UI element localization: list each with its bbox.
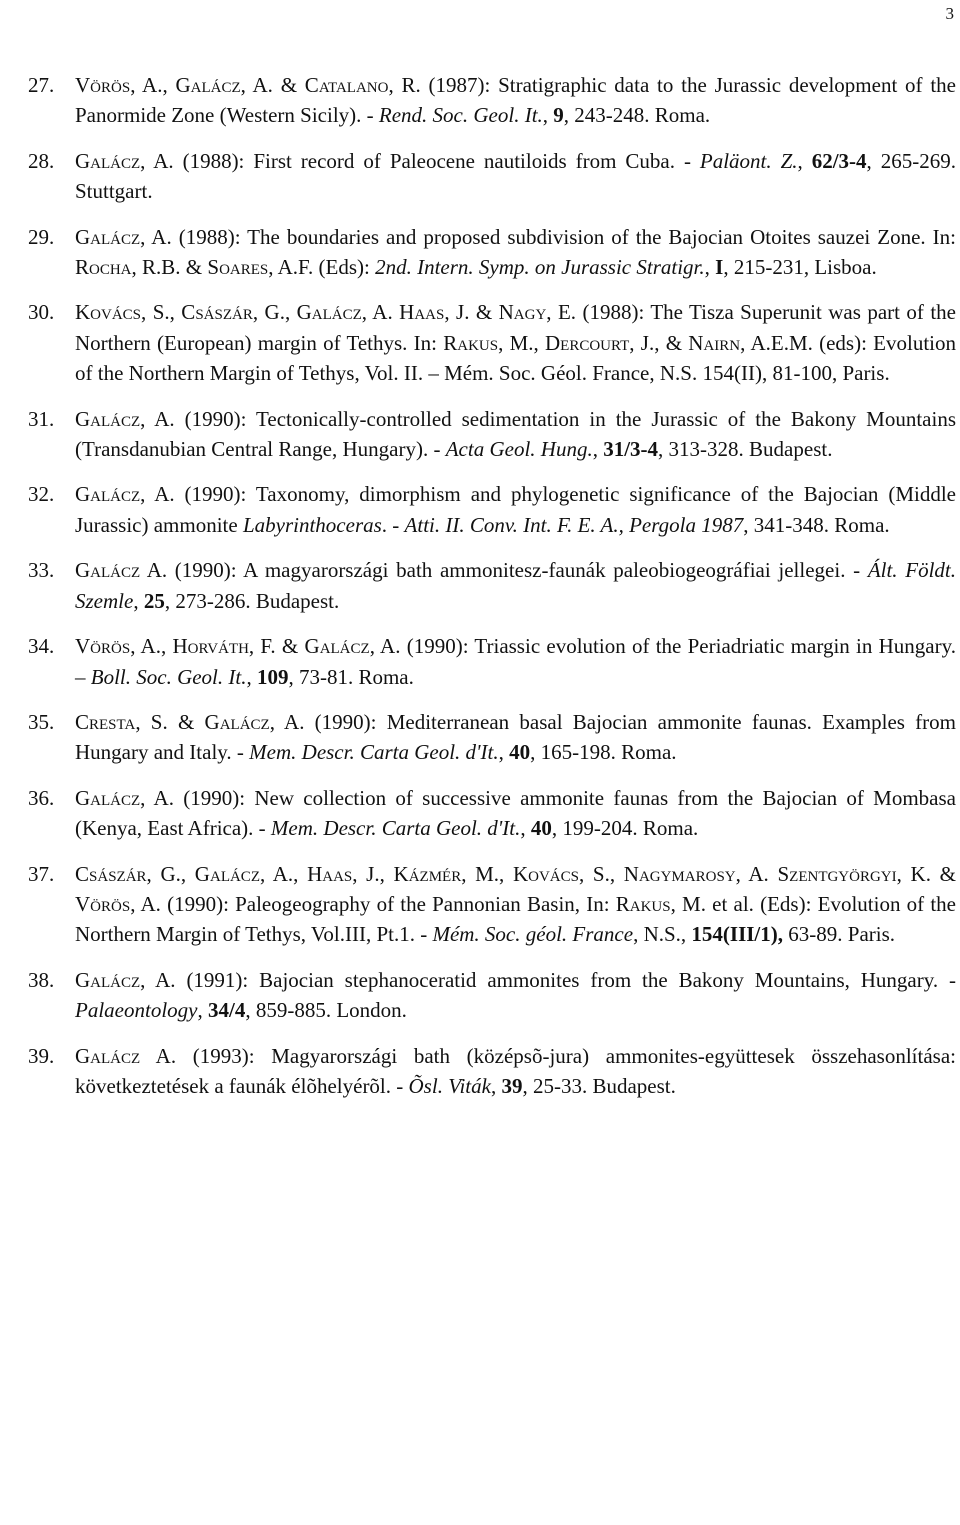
reference-text: G <box>75 1043 91 1068</box>
reference-text: ercourt <box>560 330 630 355</box>
reference-text: , J., & N <box>629 330 704 355</box>
reference-entry <box>28 631 956 692</box>
reference-text: , A. (1990): Triassic evolution of the Periadriatic margin in Hungary. – <box>75 634 956 689</box>
reference-number: 28. <box>28 148 55 173</box>
reference-text: 34/4 <box>207 998 246 1023</box>
reference-text: örös <box>90 73 131 97</box>
reference-text: , <box>542 103 554 128</box>
reference-text: akus <box>457 330 499 355</box>
reference-text: , N.S., <box>633 922 692 947</box>
reference-text: , A., H <box>130 634 188 659</box>
reference-text: , J. & N <box>444 300 514 325</box>
reference-entry <box>28 479 956 540</box>
reference-text: alácz <box>219 709 270 734</box>
reference-entry <box>28 783 956 844</box>
reference-text: 154(III/1), <box>691 922 784 947</box>
reference-text: aas <box>322 861 353 886</box>
reference-text: alácz <box>90 558 141 583</box>
reference-text: , A. (1988): First record of Paleocene nautiloids from Cuba. - <box>140 148 700 173</box>
reference-text: , A., H <box>259 861 323 886</box>
reference-number: 36. <box>28 785 55 810</box>
reference-text: , 243-248. Roma. <box>563 103 711 128</box>
reference-text: , 25-33. Budapest. <box>522 1073 676 1098</box>
reference-text: , <box>592 437 604 462</box>
reference-text: , A. (1990): Taxonomy, dimorphism and phylogenetic significance of the Bajocian (Middle Jurassic) ammonite <box>75 482 956 537</box>
reference-text: , A.F. (Eds): <box>268 255 376 280</box>
reference-text: Labyrinthoceras <box>242 512 382 537</box>
reference-text: Ált. Földt. Szemle <box>75 558 956 613</box>
reference-text: ázmér <box>408 861 462 886</box>
reference-text: Paläont. Z. <box>699 148 798 173</box>
reference-text: G <box>75 148 91 173</box>
reference-text: , A. (1990): Paleogeography of the Pannonian Basin, In: R <box>130 891 630 916</box>
page-number: 3 <box>945 4 954 23</box>
reference-text: C <box>75 709 90 734</box>
reference-number: 32. <box>28 482 55 507</box>
reference-number: 38. <box>28 967 55 992</box>
reference-text: örös <box>90 891 131 916</box>
reference-entry <box>28 146 956 207</box>
reference-text: G <box>75 785 91 810</box>
reference-text: , M., D <box>498 330 561 355</box>
reference-text: , 341-348. Roma. <box>743 512 890 537</box>
reference-text: I <box>715 255 724 280</box>
reference-text: alácz <box>90 1043 141 1068</box>
reference-text: alácz <box>90 224 141 249</box>
reference-entry <box>28 555 956 616</box>
reference-text: , A. H <box>361 300 415 325</box>
reference-text: , 215-231, Lisboa. <box>723 255 877 280</box>
reference-text: agymarosy <box>638 861 736 886</box>
reference-number: 39. <box>28 1043 55 1068</box>
reference-text: Mem. Descr. Carta Geol. d'It. <box>249 740 499 765</box>
reference-text: , R.B. & S <box>131 255 220 280</box>
reference-text: 40 <box>509 740 531 765</box>
reference-text: alácz <box>319 634 370 659</box>
reference-text: , G., G <box>146 861 210 886</box>
reference-text: alácz <box>90 482 141 507</box>
reference-text: A. (1993): Magyarországi bath (középsõ-jura) ammonites-együttesek összehasonlítása: következtetések a faunák élõhelyérõl. - <box>75 1043 956 1098</box>
reference-text: sászár <box>195 300 253 325</box>
reference-text: alácz <box>190 73 241 97</box>
reference-text: , J., K <box>352 861 409 886</box>
reference-text: , <box>704 255 716 280</box>
reference-text: Boll. Soc. Geol. It. <box>90 664 247 689</box>
reference-list <box>28 70 956 1101</box>
reference-text: airn <box>703 330 741 355</box>
reference-entry <box>28 404 956 465</box>
reference-text: , A. (1990): Tectonically-controlled sedimentation in the Jurassic of the Bakony Mountains (Transdanubian Central Range, Hungary). - <box>75 406 956 462</box>
reference-text: , A., G <box>130 73 191 97</box>
reference-text: Mém. Soc. géol. France <box>432 922 634 947</box>
reference-text: 109 <box>256 664 289 689</box>
reference-text: 62/3-4 <box>811 148 867 173</box>
reference-text: ovács <box>528 861 579 886</box>
reference-text: , 165-198. Roma. <box>530 740 677 765</box>
reference-entry <box>28 859 956 950</box>
reference-text: , M. et al. (Eds): Evolution of the Northern Margin of Tethys, Vol.III, Pt.1. - <box>75 891 956 947</box>
reference-text: , <box>520 816 531 841</box>
reference-text: ocha <box>89 255 132 280</box>
reference-entry <box>28 965 956 1026</box>
reference-text: oares <box>219 255 269 280</box>
reference-text: , A. (1988): The boundaries and proposed subdivision of the Bajocian Otoites sauzei Zone. In: R <box>75 224 956 280</box>
reference-text: , M., K <box>461 861 529 886</box>
reference-text: alácz <box>311 300 362 325</box>
reference-text: 39 <box>501 1073 523 1098</box>
reference-text: . - <box>381 512 405 537</box>
reference-text: 40 <box>530 816 552 841</box>
reference-text: ovács <box>90 300 142 325</box>
reference-text: , 273-286. Budapest. <box>164 588 340 613</box>
reference-text: G <box>75 406 91 431</box>
reference-text: , S. & G <box>135 709 220 734</box>
reference-text: Õsl. Viták <box>408 1073 491 1098</box>
reference-entry <box>28 222 956 283</box>
reference-text: , S., N <box>579 861 639 886</box>
reference-text: Acta Geol. Hung. <box>445 437 593 462</box>
reference-text: 25 <box>143 588 165 613</box>
reference-text: G <box>75 224 91 249</box>
reference-text: K <box>75 300 91 325</box>
reference-text: , S., C <box>141 300 196 325</box>
reference-entry <box>28 297 956 388</box>
reference-number: 33. <box>28 558 55 583</box>
reference-text: G <box>75 482 91 507</box>
reference-text: resta <box>89 709 136 734</box>
reference-text: aas <box>414 300 445 325</box>
reference-entry <box>28 1041 956 1102</box>
reference-text: akus <box>629 891 671 916</box>
reference-text: zentgyörgyi <box>789 861 897 886</box>
reference-text: , <box>498 740 510 765</box>
reference-text: , F. & G <box>248 634 320 659</box>
reference-number: 27. <box>28 73 55 97</box>
reference-text: , A. (1990): Mediterranean basal Bajocian ammonite faunas. Examples from Hungary and Italy. - <box>75 709 956 765</box>
reference-text: , <box>246 664 257 689</box>
reference-text: , 73-81. Roma. <box>288 664 414 689</box>
reference-number: 37. <box>28 861 55 886</box>
reference-entry <box>28 70 956 131</box>
reference-text: alácz <box>90 148 141 173</box>
reference-text: , A. (1990): New collection of successive ammonite faunas from the Bajocian of Mombasa (Kenya, East Africa). - <box>75 785 956 841</box>
reference-text: , A. & C <box>240 73 319 97</box>
reference-text: agy <box>513 300 547 325</box>
reference-entry <box>28 707 956 768</box>
reference-text: , <box>797 148 812 173</box>
reference-text: Mem. Descr. Carta Geol. d'It. <box>270 816 521 841</box>
reference-text: , K. & V <box>75 861 956 916</box>
reference-text: orváth <box>187 634 249 659</box>
reference-number: 30. <box>28 300 55 325</box>
reference-text: G <box>75 967 91 992</box>
reference-text: V <box>75 634 91 659</box>
reference-number: 31. <box>28 406 55 431</box>
reference-text: , 313-328. Budapest. <box>658 437 833 462</box>
reference-text: 9 <box>553 103 564 128</box>
reference-text: , R. (1987): Stratigraphic data to the Jurassic development of the Panormide Zone (Western Sicily). - <box>75 73 956 128</box>
reference-text: , 859-885. London. <box>245 998 407 1023</box>
reference-text: alácz <box>90 967 141 992</box>
reference-text: , <box>133 588 144 613</box>
reference-text: Palaeontology <box>75 998 198 1023</box>
reference-text: , A. S <box>735 861 790 886</box>
reference-text: , <box>197 998 208 1023</box>
reference-text: 31/3-4 <box>603 437 659 462</box>
reference-text: Atti. II. Conv. Int. F. E. A., Pergola 1987 <box>404 512 744 537</box>
reference-text: atalano <box>318 73 389 97</box>
reference-text: alácz <box>90 406 141 431</box>
reference-number: 35. <box>28 709 55 734</box>
reference-text: V <box>75 73 91 97</box>
reference-text: , G., G <box>252 300 312 325</box>
reference-text: , A.E.M. (eds): Evolution of the Northern Margin of Tethys, Vol. II. – Mém. Soc. Géol. France, N.S. 154(II), 81-100, Paris. <box>75 330 957 386</box>
reference-text: , 265-269. Stuttgart. <box>75 148 956 204</box>
reference-text: 63-89. Paris. <box>783 922 896 947</box>
reference-text: örös <box>90 634 131 659</box>
reference-text: , E. (1988): The Tisza Superunit was part of the Northern (European) margin of Tethys. In: R <box>75 300 956 355</box>
reference-text: alácz <box>209 861 260 886</box>
reference-text: G <box>75 558 91 583</box>
reference-text: C <box>75 861 90 886</box>
reference-text: , A. (1991): Bajocian stephanoceratid ammonites from the Bakony Mountains, Hungary. - <box>140 967 956 992</box>
reference-text: , <box>490 1073 502 1098</box>
reference-text: sászár <box>89 861 147 886</box>
reference-text: A. (1990): A magyarországi bath ammonitesz-faunák paleobiogeográfiai jellegei. - <box>140 558 868 583</box>
reference-text: 2nd. Intern. Symp. on Jurassic Stratigr. <box>375 255 705 280</box>
reference-text: Rend. Soc. Geol. It. <box>378 103 543 128</box>
reference-text: alácz <box>90 785 141 810</box>
reference-number: 34. <box>28 634 55 659</box>
reference-number: 29. <box>28 224 55 249</box>
reference-text: , 199-204. Roma. <box>551 816 699 841</box>
